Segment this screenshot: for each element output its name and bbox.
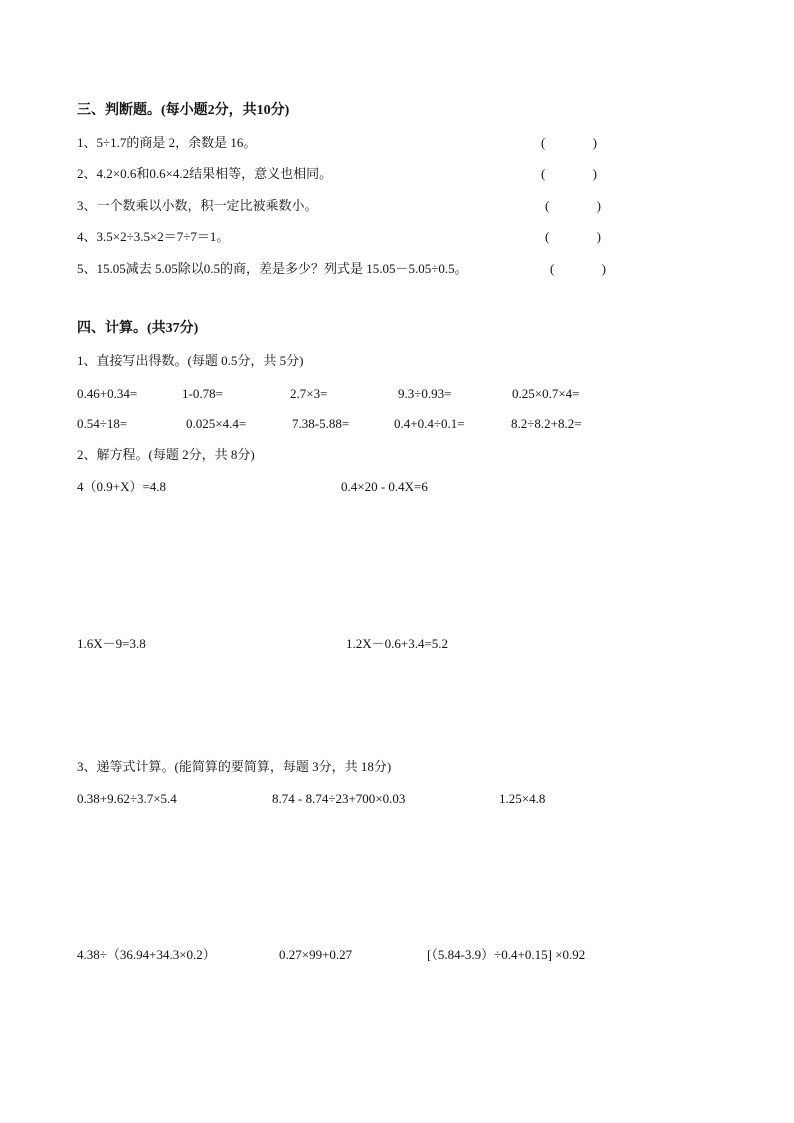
quick-calc: 0.46+0.34= [77,386,138,401]
paren-left: ( [541,135,546,150]
paren-right: ) [592,135,597,150]
paren-right: ) [601,261,606,276]
quick-calc: 9.3÷0.93= [398,386,452,401]
part-2-title: 2、解方程。(每题 2分，共 8分) [77,447,255,462]
judge-item-3: 3、一个数乘以小数，积一定比被乘数小。 [77,198,318,213]
answer-paren-4[interactable] [545,229,601,245]
step-calc: 1.25×4.8 [499,791,546,806]
judge-item-5: 5、15.05减去 5.05除以0.5的商，差是多少？列式是 15.05－5.05÷0.5。 [77,261,468,276]
step-calc: 0.38+9.62÷3.7×5.4 [77,791,177,806]
part-1-title: 1、直接写出得数。(每题 0.5分，共 5分) [77,353,304,368]
paren-left: ( [550,261,555,276]
step-calc: [（5.84-3.9）÷0.4+0.15] ×0.92 [427,947,586,962]
step-calc: 8.74 - 8.74÷23+700×0.03 [272,791,406,806]
equation: 1.2X－0.6+3.4=5.2 [346,636,449,651]
judge-item-1: 1、5÷1.7的商是 2，余数是 16。 [77,135,257,150]
quick-calc: 2.7×3= [290,386,328,401]
paren-right: ) [596,229,601,244]
answer-paren-3[interactable] [545,198,601,214]
answer-paren-5[interactable] [550,261,606,277]
equation: 0.4×20 - 0.4X=6 [341,479,428,494]
quick-calc: 7.38-5.88= [292,416,350,431]
paren-right: ) [592,166,597,181]
judge-item-4: 4、3.5×2÷3.5×2＝7÷7＝1。 [77,229,230,244]
quick-calc: 1-0.78= [182,386,223,401]
quick-calc: 0.54÷18= [77,416,128,431]
answer-paren-1[interactable] [541,135,597,151]
equation: 1.6X－9=3.8 [77,636,146,651]
paren-left: ( [541,166,546,181]
equation: 4（0.9+X）=4.8 [77,479,167,494]
quick-calc: 0.025×4.4= [186,416,247,431]
step-calc: 4.38÷（36.94+34.3×0.2） [77,947,216,962]
paren-left: ( [545,229,550,244]
step-calc: 0.27×99+0.27 [279,947,353,962]
section-4-title: 四、计算。(共37分) [77,321,199,336]
answer-paren-2[interactable] [541,166,597,182]
part-3-title: 3、递等式计算。(能简算的要简算，每题 3分，共 18分) [77,759,392,774]
quick-calc: 8.2÷8.2+8.2= [511,416,582,431]
paren-right: ) [596,198,601,213]
quick-calc: 0.25×0.7×4= [512,386,580,401]
paren-left: ( [545,198,550,213]
section-3-title: 三、判断题。(每小题2分，共10分) [77,103,290,118]
judge-item-2: 2、4.2×0.6和0.6×4.2结果相等，意义也相同。 [77,166,333,181]
quick-calc: 0.4+0.4÷0.1= [394,416,465,431]
